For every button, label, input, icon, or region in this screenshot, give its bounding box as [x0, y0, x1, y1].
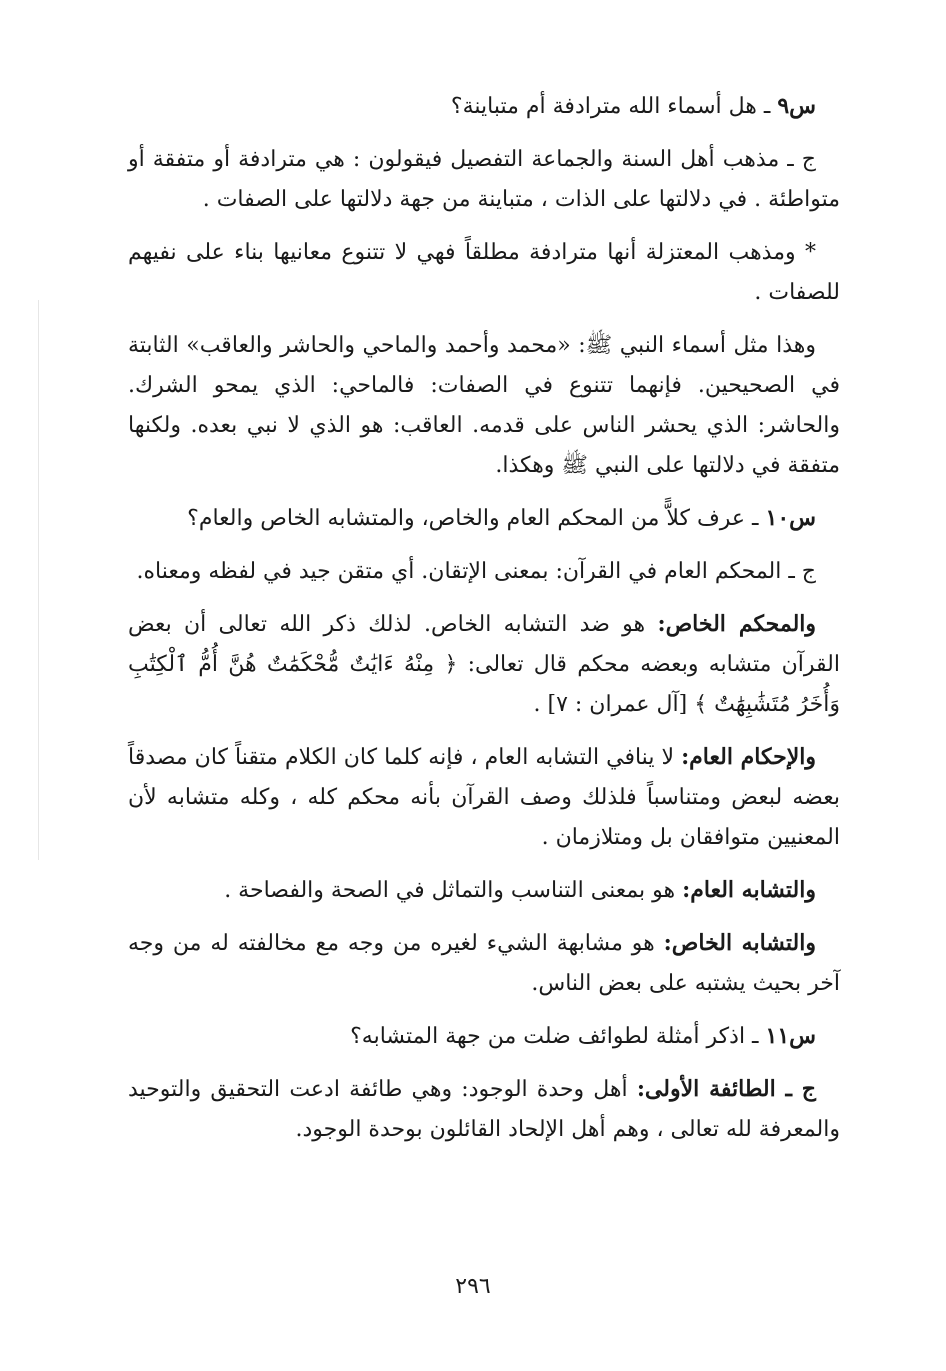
general-tashabuh — [128, 870, 840, 911]
mutazila-note — [128, 232, 840, 313]
paragraph-text: * ومذهب المعتزلة أنها مترادفة مطلقاً فهي لا تتنوع معانيها بناء على نفيهم للصفات . — [128, 240, 840, 305]
term-heading: والإحكام العام: — [681, 744, 816, 770]
paragraph-text: هو مشابهة الشيء لغيره من وجه مع مخالفته له من وجه آخر بحيث يشتبه على بعض الناس. — [128, 931, 840, 996]
page-number: ٢٩٦ — [455, 1274, 491, 1299]
paragraph-text: ـ هل أسماء الله مترادفة أم متباينة؟ — [450, 94, 778, 119]
specific-tashabuh — [128, 923, 840, 1004]
general-ihkam — [128, 737, 840, 858]
answer-11 — [128, 1069, 840, 1150]
question-number: س١١ — [765, 1023, 816, 1049]
prophet-names-example — [128, 325, 840, 486]
question-10 — [128, 498, 840, 539]
paragraph-text: ـ عرف كلاًّ من المحكم العام والخاص، والمتشابه الخاص والعام؟ — [187, 506, 766, 531]
answer-10 — [128, 551, 840, 592]
specific-muhkam — [128, 604, 840, 725]
question-number: س١٠ — [765, 505, 816, 531]
paragraph-text: وهذا مثل أسماء النبي ﷺ: «محمد وأحمد والماحي والحاشر والعاقب» الثابتة في الصحيحين. فإنهما تتنوع في الصفات: فالماحي: الذي يمحو الشرك. والحاشر: الذي يحشر الناس على قدمه. العاقب: هو الذي لا نبي بعده. ولكنها متفقة في دلالتها على النبي ﷺ وهكذا. — [128, 333, 840, 478]
paragraph-text: ج ـ المحكم العام في القرآن: بمعنى الإتقان. أي متقن جيد في لفظه ومعناه. — [136, 559, 816, 584]
paragraph-text: ج ـ مذهب أهل السنة والجماعة التفصيل فيقولون : هي مترادفة أو متفقة أو متواطئة . في دلالتها على الذات ، متباينة من جهة دلالتها على الصفات . — [128, 147, 840, 212]
term-heading: والتشابه العام: — [682, 877, 816, 903]
answer-9 — [128, 139, 840, 220]
margin-shadow — [38, 300, 39, 860]
paragraph-text: أهل وحدة الوجود: وهي طائفة ادعت التحقيق والتوحيد والمعرفة لله تعالى ، وهم أهل الإلحاد القائلون بوحدة الوجود. — [128, 1077, 840, 1142]
question-number: س٩ — [777, 93, 816, 119]
paragraph-text: ـ اذكر أمثلة لطوائف ضلت من جهة المتشابه؟ — [350, 1024, 766, 1049]
paragraph-text: هو ضد التشابه الخاص. لذلك ذكر الله تعالى أن بعض القرآن متشابه وبعضه محكم قال تعالى: ﴿ مِنْهُ ءَايَٰتٌ مُّحْكَمَٰتٌ هُنَّ أُمُّ ٱلْكِتَٰبِ وَأُخَرُ مُتَشَٰبِهَٰتٌ ﴾ [آل عمران : ٧] . — [128, 612, 840, 717]
question-11 — [128, 1016, 840, 1057]
term-heading: والتشابه الخاص: — [663, 930, 816, 956]
page-body — [128, 86, 840, 1162]
paragraph-text: لا ينافي التشابه العام ، فإنه كلما كان الكلام متقناً كان مصدقاً بعضه لبعض ومتناسباً فلذلك وصف القرآن بأنه محكم كله ، وكله متشابه لأن المعنيين متوافقان بل ومتلازمان . — [128, 745, 840, 850]
term-heading: ج ـ الطائفة الأولى: — [636, 1076, 817, 1102]
paragraph-text: هو بمعنى التناسب والتماثل في الصحة والفصاحة . — [224, 878, 683, 903]
term-heading: والمحكم الخاص: — [657, 611, 817, 637]
question-9 — [128, 86, 840, 127]
